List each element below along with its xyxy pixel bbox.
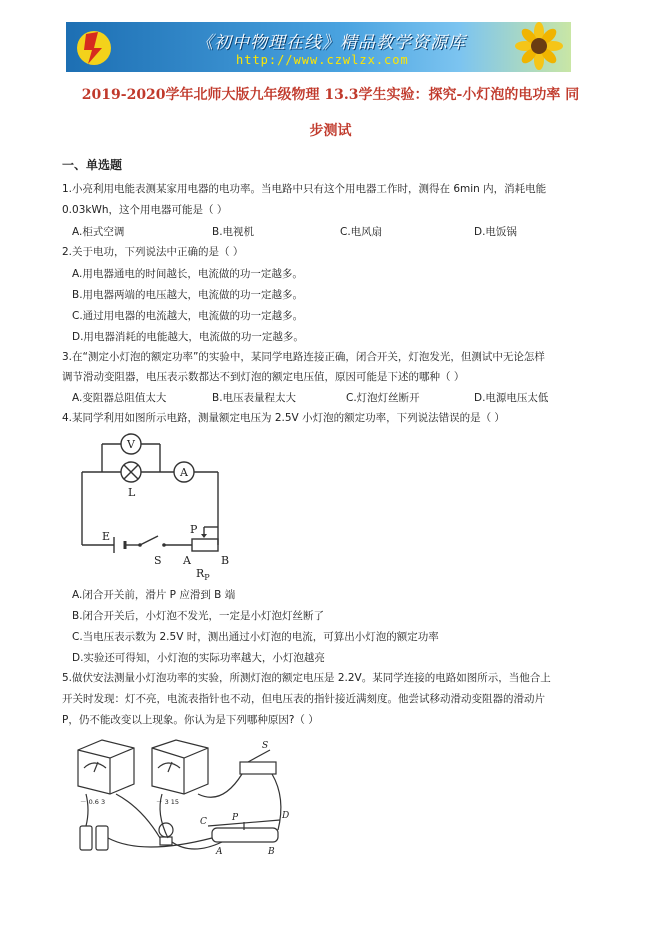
q3-stem-line2: 调节滑动变阻器，电压表示数都达不到灯泡的额定电压值，原因可能是下述的哪种（ ） xyxy=(62,371,465,383)
rheostat-end-a-label: A xyxy=(183,554,191,567)
q2-option-c: C.通过用电器的电流越大，电流做的功一定越多。 xyxy=(72,310,304,322)
q3-option-c: C.灯泡灯丝断开 xyxy=(346,392,420,404)
q5-stem-line1: 5.做伏安法测量小灯泡功率的实验，所测灯泡的额定电压是 2.2V。某同学连接的电路如图所示，当他合上 xyxy=(62,672,551,684)
site-logo-icon xyxy=(74,26,114,68)
q4-option-a: A.闭合开关前，滑片 P 应滑到 B 端 xyxy=(72,589,236,601)
sunflower-icon xyxy=(501,22,571,72)
q3-stem-line1: 3.在“测定小灯泡的额定功率”的实验中，某同学电路连接正确，闭合开关，灯泡发光，但测试中无论怎样 xyxy=(62,351,545,363)
section-heading: 一、单选题 xyxy=(62,158,123,172)
switch-label: S xyxy=(154,554,162,567)
q2-option-a: A.用电器通电的时间越长，电流做的功一定越多。 xyxy=(72,268,303,280)
rheostat-label: $R_P$ xyxy=(196,567,210,582)
battery-label: E xyxy=(102,530,111,543)
q3-option-b: B.电压表量程太大 xyxy=(212,392,297,404)
ammeter-label: A xyxy=(180,466,188,479)
q1-option-d: D.电饭锅 xyxy=(474,226,517,238)
document-title-line1: 2019-2020学年北师大版九年级物理 13.3学生实验：探究-小灯泡的电功率 同 xyxy=(81,87,580,103)
q4-circuit-diagram xyxy=(78,432,238,582)
terminal-b-label: B xyxy=(268,847,275,857)
q2-option-d: D.用电器消耗的电能越大，电流做的功一定越多。 xyxy=(72,331,304,343)
q4-option-d: D.实验还可得知，小灯泡的实际功率越大，小灯泡越亮 xyxy=(72,652,325,664)
voltmeter-label: V xyxy=(127,438,135,451)
terminal-d-label: D xyxy=(282,811,290,821)
q5-apparatus-diagram xyxy=(72,738,292,860)
q2-option-b: B.用电器两端的电压越大，电流做的功一定越多。 xyxy=(72,289,304,301)
q3-option-a: A.变阻器总阻值太大 xyxy=(72,392,167,404)
q2-stem: 2.关于电功，下列说法中正确的是（ ） xyxy=(62,246,244,258)
voltmeter-scale-label: － 3 15 xyxy=(156,798,180,806)
terminal-a-label: A xyxy=(216,847,223,857)
rheostat-end-b-label: B xyxy=(221,554,230,567)
q1-option-b: B.电视机 xyxy=(212,226,255,238)
q4-option-b: B.闭合开关后，小灯泡不发光，一定是小灯泡灯丝断了 xyxy=(72,610,325,622)
q1-stem-line1: 1.小亮利用电能表测某家用电器的电功率。当电路中只有这个用电器工作时，测得在 6min 内，消耗电能 xyxy=(62,183,547,195)
q4-stem: 4.某同学利用如图所示电路，测量额定电压为 2.5V 小灯泡的额定功率，下列说法错误的是（ ） xyxy=(62,412,505,424)
slider-label: P xyxy=(190,523,198,536)
slider-p-label: P xyxy=(232,813,239,823)
banner-url: http://www.czwlzx.com xyxy=(236,53,409,67)
q4-option-c: C.当电压表示数为 2.5V 时，测出通过小灯泡的电流，可算出小灯泡的额定功率 xyxy=(72,631,439,643)
q5-stem-line2: 开关时发现：灯不亮，电流表指针也不动，但电压表的指针接近满刻度。他尝试移动滑动变阻器的滑动片 xyxy=(62,693,545,705)
document-title-line2: 步测试 xyxy=(309,123,352,139)
q1-option-a: A.柜式空调 xyxy=(72,226,125,238)
switch-s-label: S xyxy=(262,741,269,751)
terminal-c-label: C xyxy=(200,817,207,827)
q3-option-d: D.电源电压太低 xyxy=(474,392,549,404)
banner-title: 《初中物理在线》精品教学资源库 xyxy=(196,33,466,53)
ammeter-scale-label: － 0.6 3 xyxy=(80,798,106,806)
lamp-label: L xyxy=(128,486,136,499)
header-banner xyxy=(66,22,571,72)
q1-stem-line2: 0.03kWh，这个用电器可能是（ ） xyxy=(62,204,228,216)
q1-option-c: C.电风扇 xyxy=(340,226,383,238)
q5-stem-line3: P，仍不能改变以上现象。你认为是下列哪种原因?（ ） xyxy=(62,714,319,726)
